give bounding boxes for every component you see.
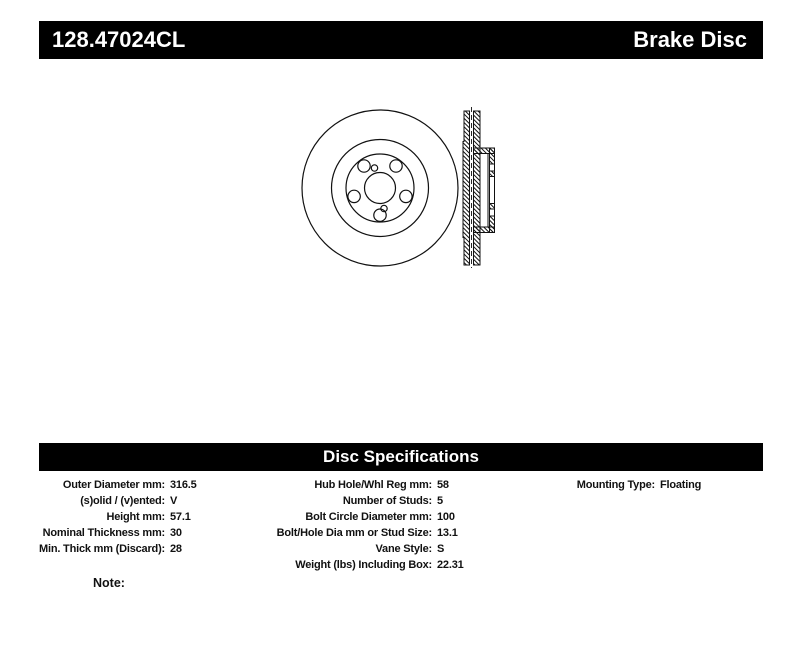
spec-label: Height mm: bbox=[106, 511, 165, 523]
set-screw-hole bbox=[371, 165, 377, 171]
mounting-face-section bbox=[490, 148, 495, 164]
spec-label: Bolt Circle Diameter mm: bbox=[305, 511, 432, 523]
spec-value: 100 bbox=[437, 511, 455, 523]
spec-label: Min. Thick mm (Discard): bbox=[39, 543, 165, 555]
part-number: 128.47024CL bbox=[52, 27, 186, 52]
hat-edge bbox=[346, 154, 414, 222]
spec-value: 13.1 bbox=[437, 527, 458, 539]
spec-column-2-labels bbox=[277, 477, 432, 573]
disc-front-view bbox=[302, 110, 458, 266]
disc-specifications-header bbox=[39, 443, 763, 471]
spec-value: Floating bbox=[660, 479, 702, 491]
disc-specifications-title: Disc Specifications bbox=[323, 447, 479, 466]
spec-label: Bolt/Hole Dia mm or Stud Size: bbox=[276, 527, 432, 539]
brake-disc-technical-drawing bbox=[295, 98, 505, 276]
note-label: Note: bbox=[93, 576, 125, 590]
spec-value: 316.5 bbox=[170, 479, 197, 491]
spec-value: 28 bbox=[170, 543, 182, 555]
disc-side-cross-section bbox=[463, 107, 495, 268]
spec-label: Vane Style: bbox=[375, 543, 432, 555]
spec-column-2-values bbox=[437, 477, 464, 573]
center-hub-hole bbox=[365, 173, 396, 204]
outboard-plate-section bbox=[463, 111, 470, 265]
spec-label: Weight (lbs) Including Box: bbox=[295, 559, 432, 571]
spec-value: S bbox=[437, 543, 445, 555]
spec-value: V bbox=[170, 495, 178, 507]
spec-label: Number of Studs: bbox=[342, 495, 432, 507]
mounting-face-section bbox=[490, 171, 495, 177]
spec-label: Hub Hole/Whl Reg mm: bbox=[314, 479, 432, 491]
stud-hole bbox=[358, 160, 370, 172]
spec-column-1-labels bbox=[39, 477, 165, 557]
spec-label: Mounting Type: bbox=[576, 479, 655, 491]
spec-column-1-values bbox=[170, 477, 197, 557]
spec-value: 57.1 bbox=[170, 511, 191, 523]
spec-value: 30 bbox=[170, 527, 182, 539]
stud-hole bbox=[400, 190, 412, 202]
spec-label: Outer Diameter mm: bbox=[62, 479, 165, 491]
spec-column-3-values bbox=[660, 477, 701, 493]
disc-outer-edge bbox=[302, 110, 458, 266]
stud-hole bbox=[374, 209, 386, 221]
spec-value: 5 bbox=[437, 495, 443, 507]
spec-column-3-labels bbox=[577, 477, 655, 493]
stud-hole bbox=[390, 160, 402, 172]
stud-hole bbox=[348, 190, 360, 202]
spec-label: (s)olid / (v)ented: bbox=[80, 495, 165, 507]
inboard-plate-section bbox=[474, 111, 481, 265]
header-bar bbox=[39, 21, 763, 59]
mounting-face-section bbox=[490, 204, 495, 210]
mounting-face-section bbox=[490, 216, 495, 233]
spec-value: 22.31 bbox=[437, 559, 464, 571]
spec-label: Nominal Thickness mm: bbox=[42, 527, 165, 539]
product-type-title: Brake Disc bbox=[633, 27, 747, 52]
spec-value: 58 bbox=[437, 479, 449, 491]
